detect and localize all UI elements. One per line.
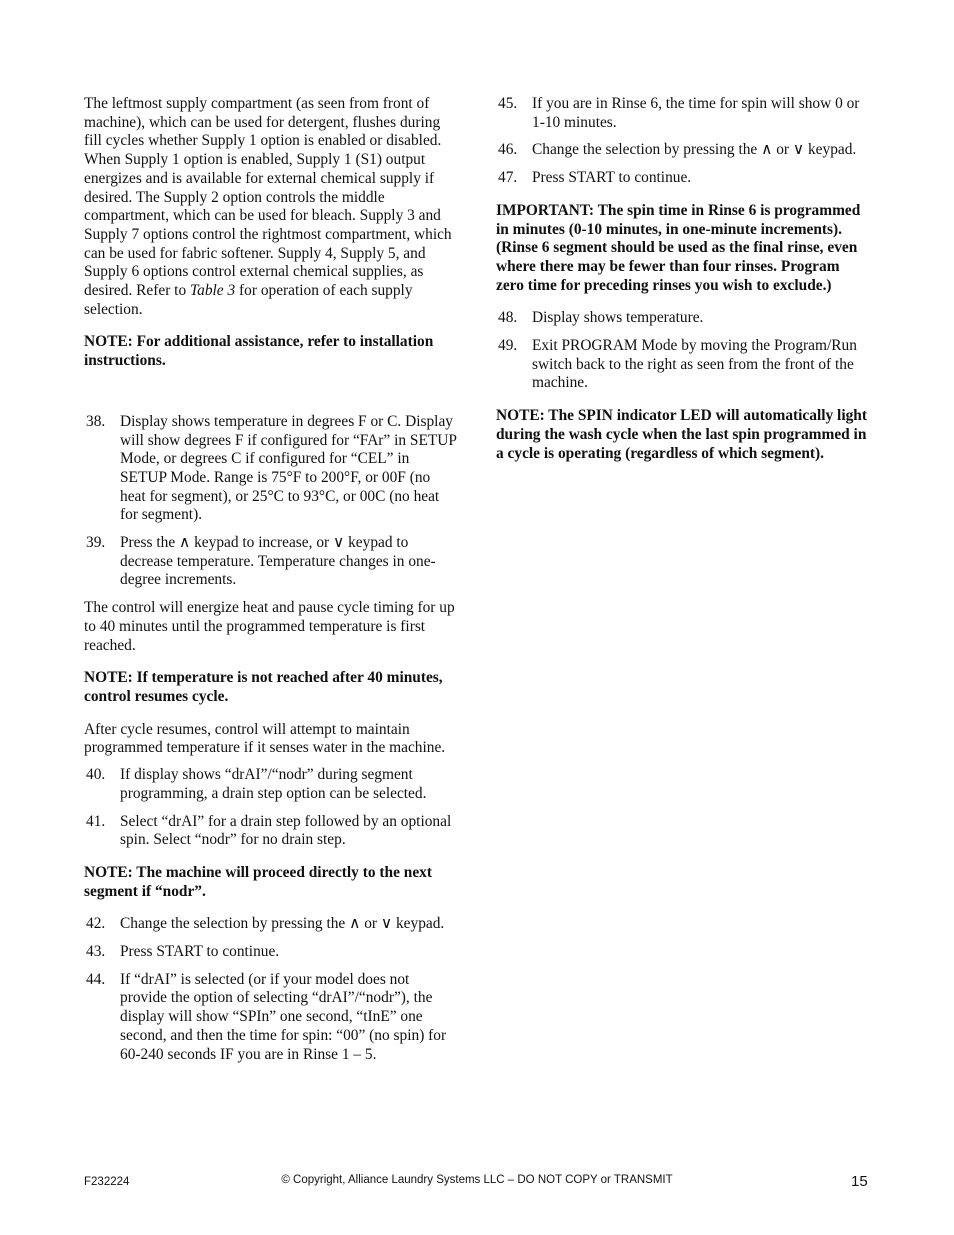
- item-text: Press START to continue.: [532, 169, 692, 187]
- list-item: [84, 813, 459, 850]
- list-item: [496, 141, 870, 160]
- item-text: Press the ∧ keypad to increase, or ∨ keypad to decrease temperature. Temperature changes in one-degree increments.: [120, 534, 436, 589]
- item-number: 41.: [86, 812, 106, 830]
- item-number: 44.: [86, 970, 106, 988]
- list-item: [84, 413, 459, 525]
- note-installation: NOTE: For additional assistance, refer to installation instructions.: [84, 333, 434, 370]
- note-temperature: NOTE: If temperature is not reached after 40 minutes, control resumes cycle.: [84, 669, 443, 705]
- list-item: [496, 309, 870, 328]
- item-number: 43.: [86, 943, 106, 961]
- table-reference: Table 3: [189, 282, 236, 300]
- item-text: If you are in Rinse 6, the time for spin will show 0 or 1-10 minutes.: [532, 95, 860, 131]
- list-item: [84, 766, 459, 803]
- footer-doc-id: F232224: [84, 1176, 130, 1188]
- item-text: Change the selection by pressing the ∧ or ∨ keypad.: [120, 915, 445, 933]
- section-spacer: [84, 385, 459, 413]
- left-column: [84, 95, 459, 1073]
- page-number: 15: [851, 1173, 868, 1190]
- item-number: 42.: [86, 915, 106, 933]
- footer-copyright: © Copyright, Alliance Laundry Systems LLC – DO NOT COPY or TRANSMIT: [281, 1174, 673, 1186]
- item-text: If display shows “drAI”/“nodr” during segment programming, a drain step option can be selected.: [120, 766, 427, 802]
- item-text: Select “drAI” for a drain step followed by an optional spin. Select “nodr” for no drain step.: [120, 812, 452, 849]
- maintain-temp-paragraph: After cycle resumes, control will attempt to maintain programmed temperature if it senses water in the machine.: [84, 720, 446, 757]
- item-text: Display shows temperature.: [532, 309, 704, 327]
- intro-text-a: The leftmost supply compartment (as seen from front of machine), which can be used for detergent, flushes during fill cycles whether Supply 1 option is enabled or disabled. When Supply 1 option is enabled, Supply 1 (S1) output energizes and is available for external chemical supply if desired. The Supply 2 option controls the middle compartment, which can be used for bleach. Supply 3 and Supply 7 options control the rightmost compartment, which can be used for fabric softener. Supply 4, Supply 5, and Supply 6 options control external chemical supplies, as desired. Refer to: [84, 95, 452, 300]
- item-text: If “drAI” is selected (or if your model does not provide the option of selecting “drAI”/“nodr”), the display will show “SPIn” one second, “tInE” one second, and then the time for spin: “00” (no spin) for 60-240 seconds IF you are in Rinse 1 – 5.: [120, 970, 447, 1063]
- item-number: 49.: [498, 337, 518, 355]
- list-item: [84, 915, 459, 934]
- item-text: Exit PROGRAM Mode by moving the Program/Run switch back to the right as seen from the front of the machine.: [532, 337, 857, 392]
- intro-text-b: for operation of each supply selection.: [84, 282, 413, 318]
- item-text: Display shows temperature in degrees F or C. Display will show degrees F if configured for “FAr” in SETUP Mode, or degrees C if configured for “CEL” in SETUP Mode. Range is 75°F to 200°F, or 00F (no heat for segment), or 25°C to 93°C, or 00C (no heat for segment).: [120, 412, 457, 524]
- item-number: 45.: [498, 95, 518, 112]
- list-item: [84, 534, 459, 590]
- item-number: 47.: [498, 169, 518, 187]
- note-nodr: NOTE: The machine will proceed directly to the next segment if “nodr”.: [84, 863, 432, 900]
- supply-intro-paragraph: [84, 95, 459, 319]
- item-text: Press START to continue.: [120, 943, 280, 961]
- list-item: [84, 943, 459, 962]
- list-item: [496, 337, 870, 393]
- list-item: [496, 169, 870, 188]
- important-spin-notice: IMPORTANT: The spin time in Rinse 6 is programmed in minutes (0-10 minutes, in one-minute increments). (Rinse 6 segment should be used as the final rinse, even where there may be fewer than four rinses. Program zero time for preceding rinses you wish to exclude.): [496, 201, 861, 294]
- note-spin-led: NOTE: The SPIN indicator LED will automatically light during the wash cycle when the last spin programmed in a cycle is operating (regardless of which segment).: [496, 407, 867, 462]
- item-text: Change the selection by pressing the ∧ or ∨ keypad.: [532, 141, 857, 159]
- item-number: 46.: [498, 141, 518, 159]
- list-item: [496, 95, 870, 132]
- item-number: 40.: [86, 766, 106, 784]
- item-number: 48.: [498, 309, 518, 327]
- item-number: 39.: [86, 534, 106, 552]
- list-item: [84, 971, 459, 1065]
- heat-timing-paragraph: The control will energize heat and pause cycle timing for up to 40 minutes until the programmed temperature is first reached.: [84, 599, 455, 654]
- right-column: [496, 95, 870, 477]
- item-number: 38.: [86, 412, 106, 430]
